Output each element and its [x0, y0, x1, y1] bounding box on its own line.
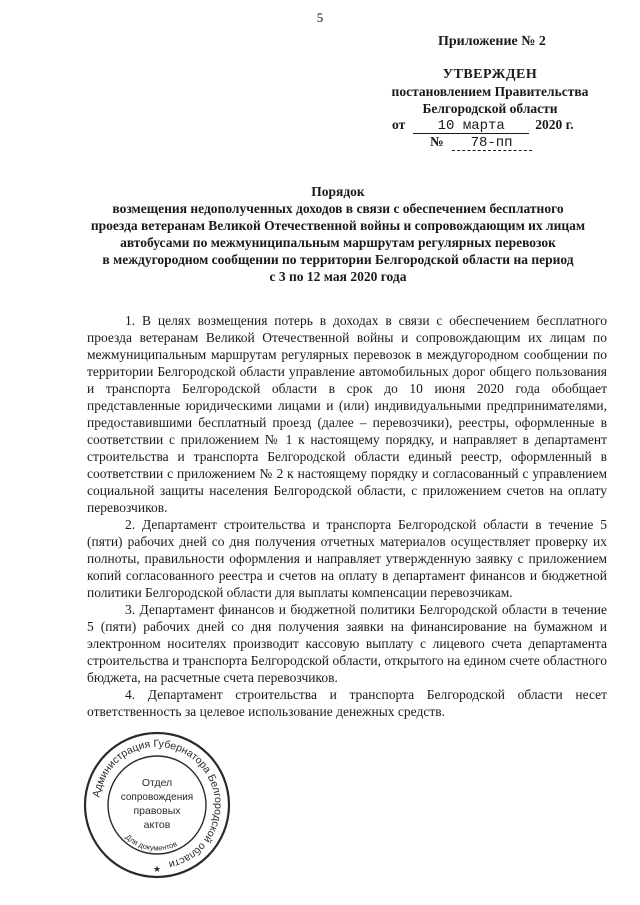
approval-number: [430, 134, 532, 151]
stamp-graphic: [82, 730, 232, 880]
title-line: возмещения недополученных доходов в связи с обеспечением бесплатного: [112, 201, 564, 216]
title-heading: Порядок: [311, 184, 365, 199]
paragraph-4: 4. Департамент строительства и транспорта Белгородской области несет ответственность за целевое использование денежных средств.: [87, 687, 607, 719]
page-number: 5: [316, 10, 324, 25]
date-prefix: от: [392, 117, 406, 132]
stamp-center-line: сопровождения: [120, 792, 194, 803]
title-line: автобусами по межмуниципальным маршрутам регулярных перевозок: [120, 235, 556, 250]
official-stamp: [82, 730, 232, 880]
document-body: [87, 312, 607, 720]
stamp-center-line: правовых: [133, 805, 181, 817]
paragraph-2: 2. Департамент строительства и транспорта Белгородской области в течение 5 (пяти) рабочих дней со дня получения отчетных материалов осуществляет проверку их полноты, правильности оформления и направляет утвержденную заявку с приложением копий согласованного реестра и счетов на оплату в департамент финансов и бюджетной политики Белгородской области для выплаты компенсации перевозчикам.: [87, 517, 607, 600]
stamp-ring-text: Администрация Губернатора Белгородской области: [90, 737, 225, 871]
approved-by-line: Белгородской области: [422, 101, 558, 116]
star-icon: ★: [152, 864, 162, 874]
date-year: 2020 г.: [535, 117, 574, 132]
title-line: в междугородном сообщении по территории Белгородской области на период: [102, 252, 574, 267]
approval-block: [374, 66, 606, 117]
number-prefix: №: [430, 134, 444, 149]
approved-by-line: постановлением Правительства: [391, 84, 589, 99]
stamp-center-line: актов: [143, 819, 171, 831]
approval-date: [392, 117, 574, 134]
title-line: с 3 по 12 мая 2020 года: [269, 269, 407, 284]
date-day-value: 10 марта: [413, 119, 529, 134]
stamp-bottom-text: Для документов: [123, 832, 179, 853]
document-title: [70, 183, 606, 285]
approved-heading: УТВЕРЖДЕН: [442, 67, 538, 82]
title-line: проезда ветеранам Великой Отечественной войны и сопровождающим их лицам: [90, 218, 586, 233]
paragraph-1: 1. В целях возмещения потерь в доходах в связи с обеспечением бесплатного проезда ветеранам Великой Отечественной войны и сопровождающим их лицам по межмуниципальным маршрутам регулярных перевозок в междугородном сообщении по территории Белгородской области управление автомобильных дорог общего пользования и транспорта Белгородской области в срок до 10 июня 2020 года обобщает представленные юридическими лицами и (или) индивидуальными предпринимателями, предоставившими бесплатный проезд (далее – перевозчики), реестры, оформленные в соответствии с приложением № 1 к настоящему порядку, и направляет в департамент строительства и транспорта Белгородской области единый реестр, оформленный в соответствии с приложением № 2 к настоящему порядку и согласованный с управлением социальной защиты населения Белгородской области, с приложением счетов на оплату перевозчиков.: [87, 313, 607, 515]
appendix-label: Приложение № 2: [438, 34, 546, 49]
paragraph-3: 3. Департамент финансов и бюджетной политики Белгородской области в течение 5 (пяти) рабочих дней со дня получения заявки на финансирование на бумажном и электронном носителях производит кассовую выплату с лицевого счета департамента строительства и транспорта Белгородской области, открытого на едином счете областного бюджета, на расчетные счета перевозчиков.: [87, 602, 607, 685]
stamp-center-line: Отдел: [141, 777, 173, 789]
number-value: 78-пп: [452, 136, 532, 151]
